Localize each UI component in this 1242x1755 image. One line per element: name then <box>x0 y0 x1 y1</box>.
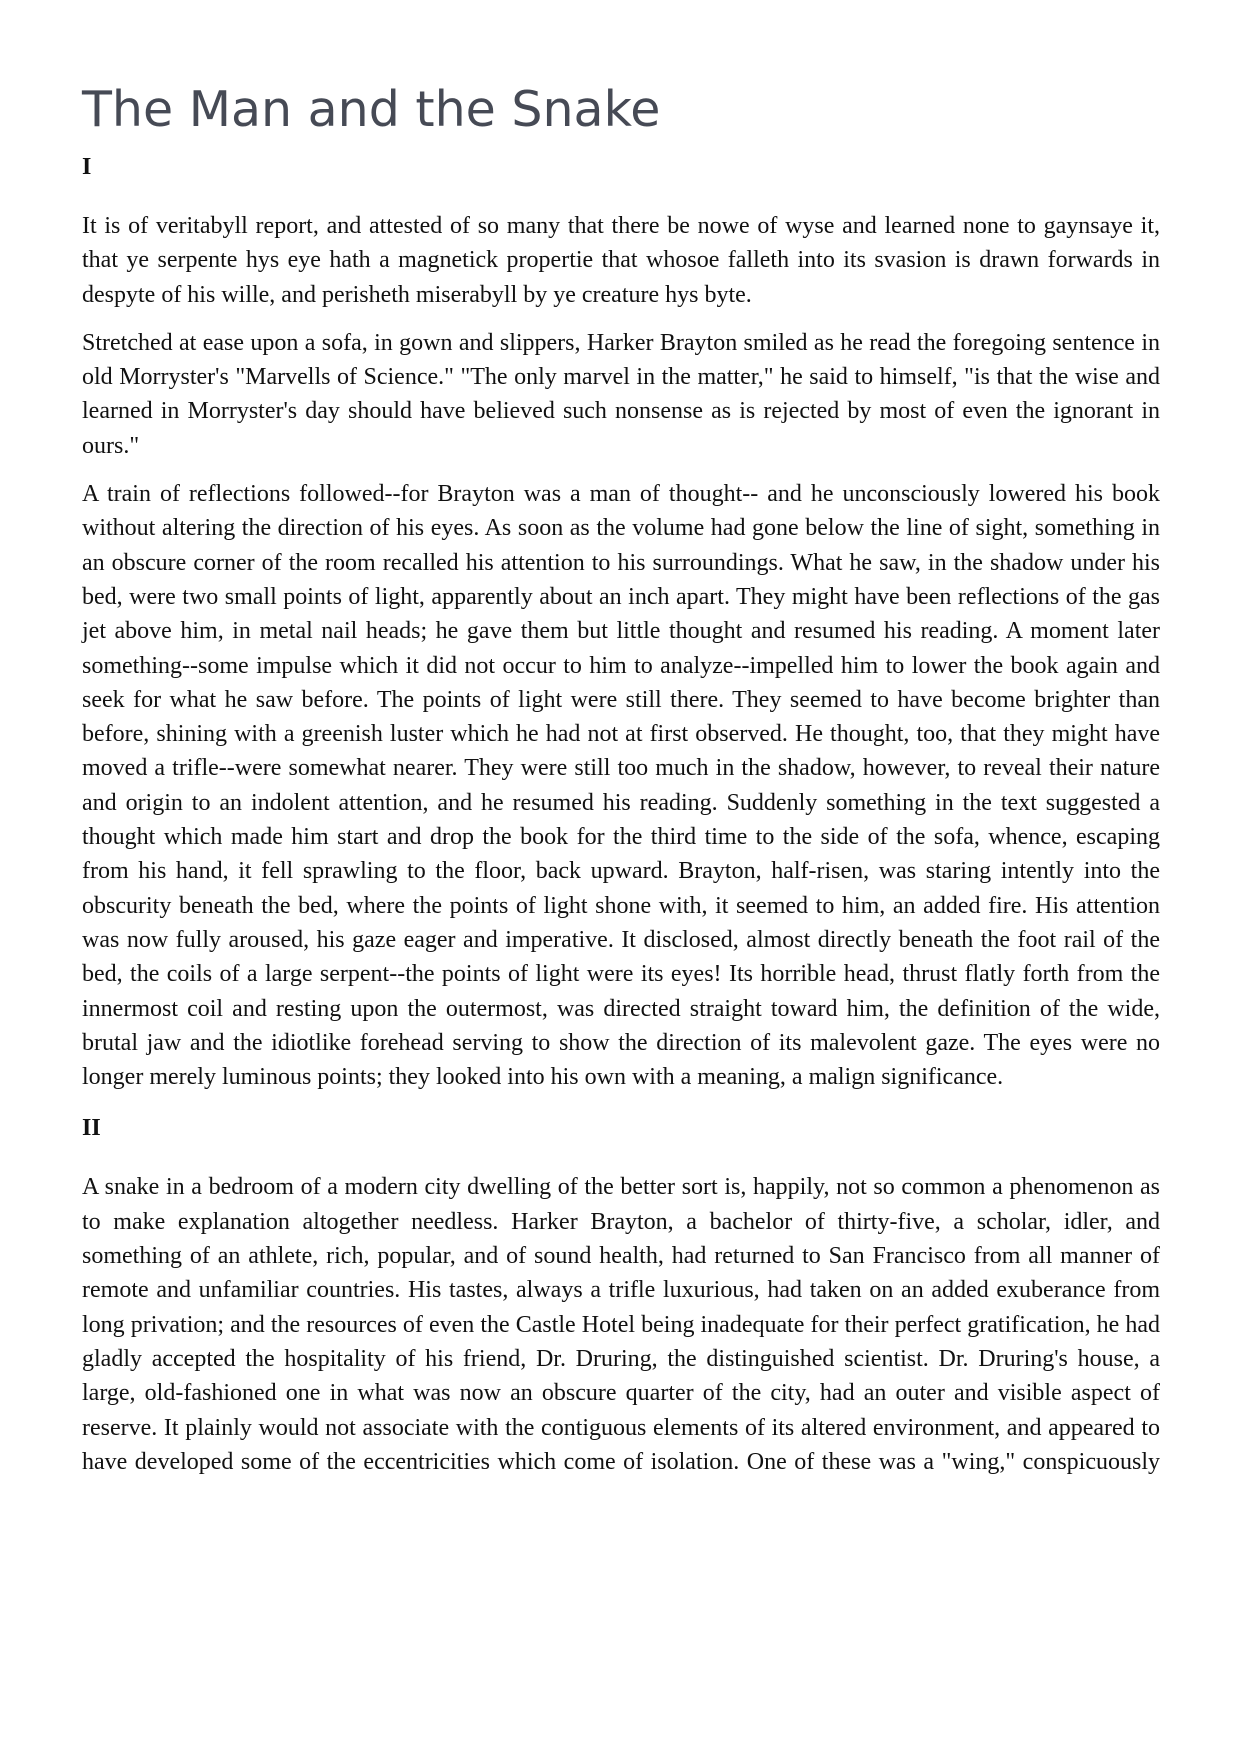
document-page <box>82 80 1160 1479</box>
document-title: The Man and the Snake <box>82 81 661 138</box>
section-heading-2: II <box>82 1115 101 1142</box>
paragraph: It is of veritabyll report, and attested of so many that there be nowe of wyse and learned none to gaynsaye it, that ye serpente hys eye hath a magnetick propertie that whosoe falleth into its svasion is drawn forwards in despyte of his wille, and perisheth miserabyll by ye creature hys byte. <box>82 213 1160 308</box>
section-heading-1: I <box>82 154 92 180</box>
paragraph: A snake in a bedroom of a modern city dwelling of the better sort is, happily, not so common a phenomenon as to make explanation altogether needless. Harker Brayton, a bachelor of thirty-five, a scholar, idler, and something of an athlete, rich, popular, and of sound health, had returned to San Francisco from all manner of remote and unfamiliar countries. His tastes, always a trifle luxurious, had taken on an added exuberance from long privation; and the resources of even the Castle Hotel being inadequate for their perfect gratification, he had gladly accepted the hospitality of his friend, Dr. Druring, the distinguished scientist. Dr. Druring's house, a large, old-fashioned one in what was now an obscure quarter of the city, had an outer and visible aspect of reserve. It plainly would not associate with the contiguous elements of its altered environment, and appeared to have developed some of the eccentricities which come of isolation. One of these was a "wing," conspicuously <box>82 1174 1160 1475</box>
paragraph: A train of reflections followed--for Brayton was a man of thought-- and he unconsciously lowered his book without altering the direction of his eyes. As soon as the volume had gone below the line of sight, something in an obscure corner of the room recalled his attention to his surroundings. What he saw, in the shadow under his bed, were two small points of light, apparently about an inch apart. They might have been reflections of the gas jet above him, in metal nail heads; he gave them but little thought and resumed his reading. A moment later something--some impulse which it did not occur to him to analyze--impelled him to lower the book again and seek for what he saw before. The points of light were still there. They seemed to have become brighter than before, shining with a greenish luster which he had not at first observed. He thought, too, that they might have moved a trifle--were somewhat nearer. They were still too much in the shadow, however, to reveal their nature and origin to an indolent attention, and he resumed his reading. Suddenly something in the text suggested a thought which made him start and drop the book for the third time to the side of the sofa, whence, escaping from his hand, it fell sprawling to the floor, back upward. Brayton, half-risen, was staring intently into the obscurity beneath the bed, where the points of light shone with, it seemed to him, an added fire. His attention was now fully aroused, his gaze eager and imperative. It disclosed, almost directly beneath the foot rail of the bed, the coils of a large serpent--the points of light were its eyes! Its horrible head, thrust flatly forth from the innermost coil and resting upon the outermost, was directed straight toward him, the definition of the wide, brutal jaw and the idiotlike forehead serving to show the direction of its malevolent gaze. The eyes were no longer merely luminous points; they looked into his own with a meaning, a malign significance. <box>82 481 1160 1091</box>
paragraph: Stretched at ease upon a sofa, in gown and slippers, Harker Brayton smiled as he read the foregoing sentence in old Morryster's "Marvells of Science." "The only marvel in the matter," he said to himself, "is that the wise and learned in Morryster's day should have believed such nonsense as is rejected by most of even the ignorant in ours." <box>82 329 1160 459</box>
